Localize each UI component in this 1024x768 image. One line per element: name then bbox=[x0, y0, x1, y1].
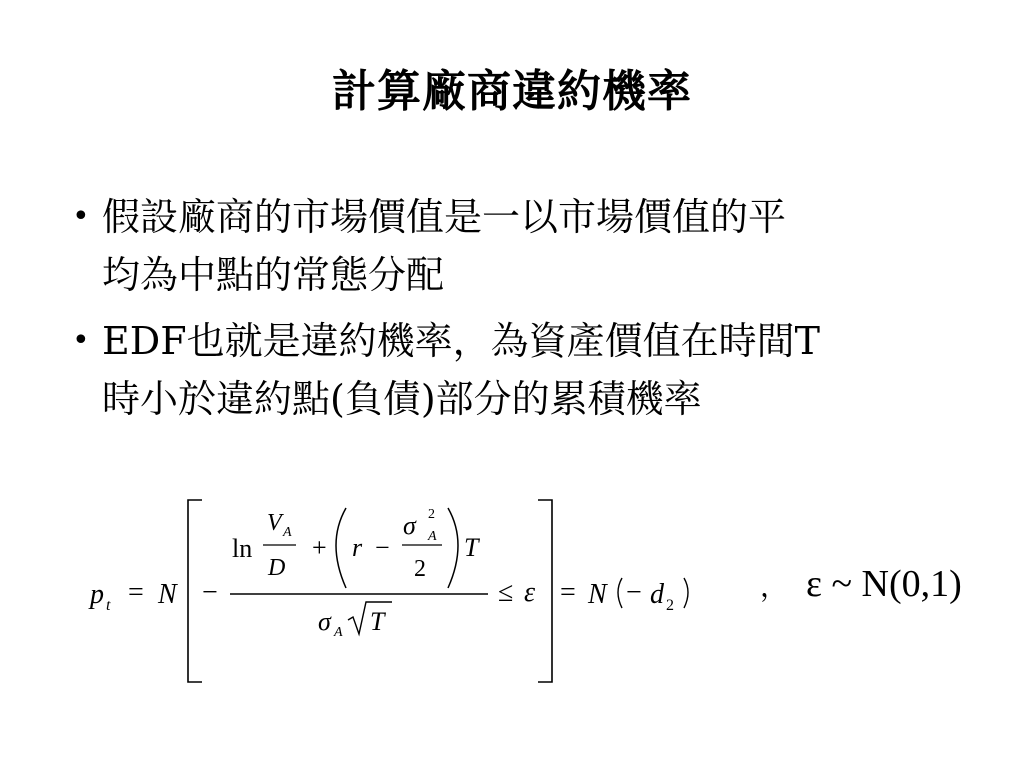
formula-T-2: T bbox=[370, 607, 385, 636]
formula-d-sub: 2 bbox=[666, 597, 674, 614]
formula-minus-3: − bbox=[626, 577, 642, 608]
formula-T-1: T bbox=[464, 533, 479, 562]
bullet-line: EDF也就是違約機率，為資產價值在時間T bbox=[102, 319, 820, 363]
left-bracket bbox=[188, 500, 202, 682]
formula-leq: ≤ bbox=[498, 577, 514, 608]
bullet-line: 均為中點的常態分配 bbox=[102, 253, 445, 297]
formula-sigma-sup: 2 bbox=[428, 507, 435, 522]
formula-V: V bbox=[267, 510, 282, 536]
formula bbox=[80, 490, 960, 690]
bullet-line: 時小於違約點(負債)部分的累積機率 bbox=[102, 377, 702, 421]
formula-N-1: N bbox=[158, 579, 177, 610]
bullet-item bbox=[72, 312, 972, 428]
bullet-marker: • bbox=[72, 199, 90, 234]
formula-minus-1: − bbox=[202, 577, 218, 608]
bullet-item bbox=[72, 188, 972, 304]
formula-D: D bbox=[268, 555, 286, 581]
formula-d: d bbox=[650, 579, 664, 610]
slide-title: 計算廠商違約機率 bbox=[332, 66, 692, 117]
formula-eq-1: = bbox=[128, 577, 144, 608]
formula-p-sub: t bbox=[106, 597, 111, 614]
formula-minus-2: − bbox=[375, 533, 390, 562]
right-paren-2 bbox=[684, 578, 688, 608]
formula-equation bbox=[80, 490, 780, 690]
formula-two: 2 bbox=[414, 556, 426, 582]
bullet-line: 假設廠商的市場價值是一以市場價值的平 bbox=[102, 195, 787, 239]
formula-sigma-sub-1: A bbox=[428, 529, 437, 544]
formula-comma: ， bbox=[760, 572, 789, 603]
formula-plus: + bbox=[312, 533, 327, 562]
formula-eq-2: = bbox=[560, 577, 576, 608]
formula-sigma-1: σ bbox=[403, 511, 416, 540]
left-paren-2 bbox=[618, 578, 622, 608]
formula-p: p bbox=[90, 579, 104, 610]
formula-V-sub: A bbox=[283, 525, 292, 540]
distribution-note: ε ~ N(0,1) bbox=[806, 563, 962, 605]
bullet-marker: • bbox=[72, 323, 90, 358]
formula-r: r bbox=[352, 533, 363, 562]
left-paren bbox=[336, 508, 346, 588]
formula-N-2: N bbox=[588, 579, 607, 610]
right-paren bbox=[448, 508, 458, 588]
right-bracket bbox=[538, 500, 552, 682]
formula-sigma-2: σ bbox=[318, 607, 331, 636]
formula-ln: ln bbox=[232, 534, 253, 563]
bullet-list bbox=[72, 188, 972, 436]
formula-sigma-sub-2: A bbox=[334, 625, 343, 640]
formula-epsilon: ε bbox=[524, 577, 536, 608]
formula-tail bbox=[760, 562, 962, 606]
